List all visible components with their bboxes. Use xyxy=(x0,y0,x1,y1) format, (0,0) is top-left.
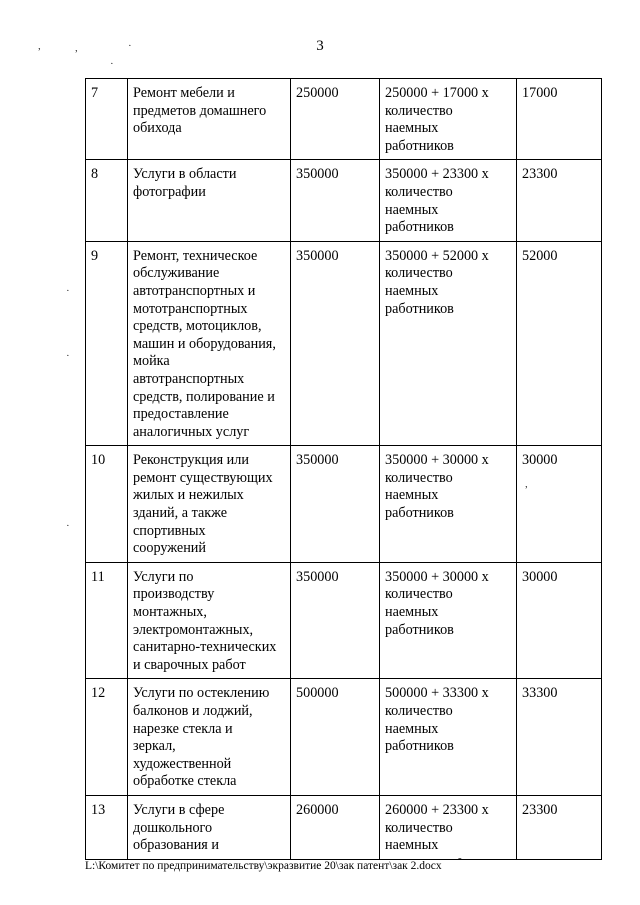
per-employee-increment: 33300 xyxy=(517,679,602,796)
base-income: 350000 xyxy=(291,160,380,241)
row-number: 9 xyxy=(86,241,128,446)
service-name: Услуги в области фотографии xyxy=(128,160,291,241)
per-employee-increment: 30000 xyxy=(517,446,602,563)
row-number: 10 xyxy=(86,446,128,563)
table-row xyxy=(86,241,602,446)
per-employee-increment: 23300 xyxy=(517,795,602,859)
table-row xyxy=(86,562,602,679)
table-row xyxy=(86,679,602,796)
footer-file-path: L:\Комитет по предпринимательству\экразвитие 20\зак патент\зак 2.docx xyxy=(85,860,442,872)
row-number: 11 xyxy=(86,562,128,679)
row-number: 8 xyxy=(86,160,128,241)
table-row xyxy=(86,160,602,241)
income-formula: 250000 + 17000 х количество наемных работников xyxy=(380,79,517,160)
service-name: Услуги в сфере дошкольного образования и xyxy=(128,795,291,859)
per-employee-increment: 17000 xyxy=(517,79,602,160)
income-formula: 350000 + 52000 х количество наемных работников xyxy=(380,241,517,446)
service-name: Ремонт мебели и предметов домашнего обихода xyxy=(128,79,291,160)
base-income: 350000 xyxy=(291,446,380,563)
service-name: Ремонт, техническое обслуживание автотранспортных и мототранспортных средств, мотоциклов, машин и оборудования, мойка автотранспортных средств, полирование и предоставление аналогичных услуг xyxy=(128,241,291,446)
income-formula: 350000 + 23300 х количество наемных работников xyxy=(380,160,517,241)
income-formula: 350000 + 30000 х количество наемных работников xyxy=(380,446,517,563)
income-formula: 500000 + 33300 х количество наемных работников xyxy=(380,679,517,796)
table-row xyxy=(86,795,602,859)
row-number: 13 xyxy=(86,795,128,859)
row-number: 7 xyxy=(86,79,128,160)
base-income: 250000 xyxy=(291,79,380,160)
page-number: 3 xyxy=(316,38,324,54)
table-row xyxy=(86,79,602,160)
service-name: Услуги по остеклению балконов и лоджий, нарезке стекла и зеркал, художественной обработке стекла xyxy=(128,679,291,796)
base-income: 350000 xyxy=(291,241,380,446)
base-income: 500000 xyxy=(291,679,380,796)
per-employee-increment: 52000 xyxy=(517,241,602,446)
base-income: 260000 xyxy=(291,795,380,859)
per-employee-increment: 30000 xyxy=(517,562,602,679)
income-formula: 260000 + 23300 х количество наемных xyxy=(380,795,517,859)
row-number: 12 xyxy=(86,679,128,796)
base-income: 350000 xyxy=(291,562,380,679)
service-name: Услуги по производству монтажных, электромонтажных, санитарно-технических и сварочных работ xyxy=(128,562,291,679)
service-name: Реконструкция или ремонт существующих жилых и нежилых зданий, а также спортивных сооружений xyxy=(128,446,291,563)
per-employee-increment: 23300 xyxy=(517,160,602,241)
table-row xyxy=(86,446,602,563)
income-formula: 350000 + 30000 х количество наемных работников xyxy=(380,562,517,679)
service-rate-table xyxy=(85,78,602,860)
